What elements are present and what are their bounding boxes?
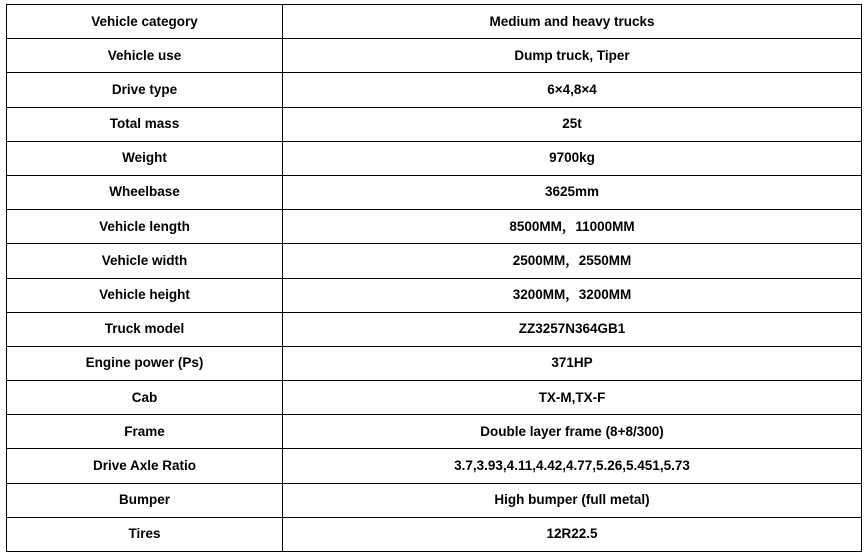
spec-label: Vehicle height (7, 278, 283, 312)
spec-label: Wheelbase (7, 175, 283, 209)
table-row (7, 39, 862, 73)
table-row (7, 244, 862, 278)
spec-value: High bumper (full metal) (283, 483, 862, 517)
spec-value: ZZ3257N364GB1 (283, 312, 862, 346)
spec-value: 8500MM，11000MM (283, 210, 862, 244)
spec-label: Vehicle use (7, 39, 283, 73)
spec-value: Medium and heavy trucks (283, 5, 862, 39)
vehicle-specification-table (6, 4, 862, 552)
table-row (7, 483, 862, 517)
spec-value: TX-M,TX-F (283, 381, 862, 415)
spec-label: Frame (7, 415, 283, 449)
spec-value: Double layer frame (8+8/300) (283, 415, 862, 449)
spec-label: Drive Axle Ratio (7, 449, 283, 483)
spec-label: Cab (7, 381, 283, 415)
spec-value: 12R22.5 (283, 517, 862, 551)
spec-label: Drive type (7, 73, 283, 107)
spec-label: Truck model (7, 312, 283, 346)
spec-value: 9700kg (283, 141, 862, 175)
spec-label: Total mass (7, 107, 283, 141)
spec-label: Weight (7, 141, 283, 175)
table-row (7, 73, 862, 107)
document-page (0, 4, 867, 551)
table-row (7, 278, 862, 312)
table-row (7, 5, 862, 39)
spec-value: 3200MM，3200MM (283, 278, 862, 312)
table-row (7, 346, 862, 380)
spec-value: 6×4,8×4 (283, 73, 862, 107)
table-row (7, 107, 862, 141)
spec-value: 3.7,3.93,4.11,4.42,4.77,5.26,5.451,5.73 (283, 449, 862, 483)
spec-label: Vehicle width (7, 244, 283, 278)
spec-value: 3625mm (283, 175, 862, 209)
table-row (7, 381, 862, 415)
spec-label: Bumper (7, 483, 283, 517)
table-row (7, 517, 862, 551)
table-row (7, 141, 862, 175)
spec-value: 2500MM，2550MM (283, 244, 862, 278)
spec-value: 371HP (283, 346, 862, 380)
table-row (7, 415, 862, 449)
table-row (7, 210, 862, 244)
spec-label: Tires (7, 517, 283, 551)
table-row (7, 449, 862, 483)
spec-label: Engine power (Ps) (7, 346, 283, 380)
spec-value: 25t (283, 107, 862, 141)
spec-label: Vehicle category (7, 5, 283, 39)
spec-table-body (7, 5, 862, 552)
spec-label: Vehicle length (7, 210, 283, 244)
table-row (7, 312, 862, 346)
spec-value: Dump truck, Tiper (283, 39, 862, 73)
table-row (7, 175, 862, 209)
